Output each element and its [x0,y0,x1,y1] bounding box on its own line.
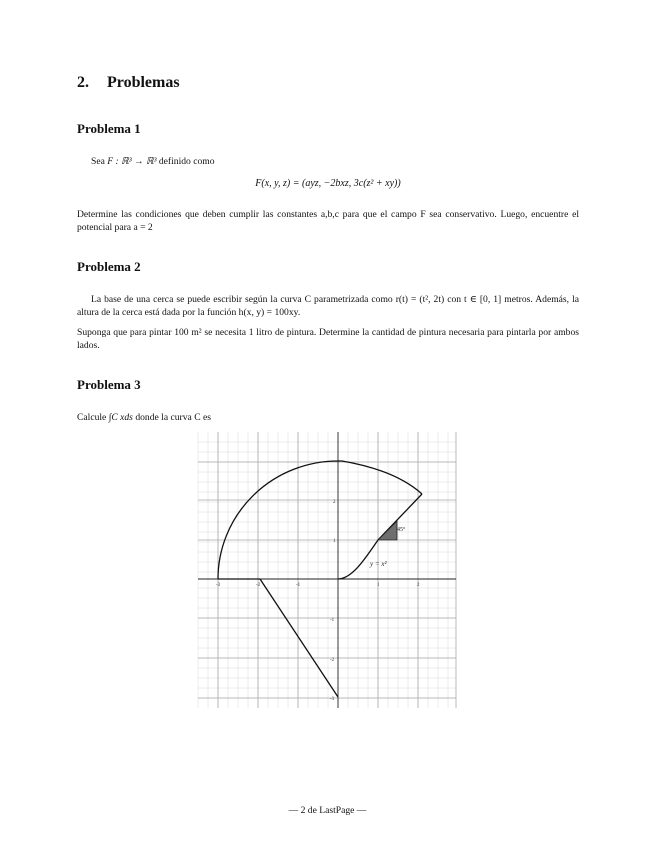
section-title: Problemas [107,74,180,91]
section-number: 2. [77,74,89,91]
tick-x-neg1: -1 [296,583,301,588]
problem-1-text: Determine las condiciones que deben cumplir las constantes a,b,c para que el campo F sea conservativo. Luego, encuentre el potencial para a = 2 [77,209,579,233]
tick-x-2: 2 [417,583,420,588]
problem-1-equation: F(x, y, z) = (ayz, −2bxz, 3c(z² + xy)) [255,178,401,189]
parabola-label: y = x² [370,560,387,568]
curve-arc [218,461,422,579]
problem-2-text-1: La base de una cerca se puede escribir según la curva C parametrizada como r(t) = (t², 2t) con t ∈ [0, 1] metros. Además, la altura de la cerca está dada por la función h(x, y) = 100xy. [77,294,579,318]
problem-1-intro: Sea F : ℝ³ → ℝ³ definido como [91,156,215,167]
figure-grid [198,432,456,708]
tick-y-1: 1 [333,539,336,544]
angle-label: 45° [397,527,406,533]
problem-2-title: Problema 2 [77,259,141,274]
problem-3-title: Problema 3 [77,377,141,392]
tick-x-neg2: -2 [256,583,261,588]
tick-x-1: 1 [377,583,380,588]
tick-y-neg1: -1 [330,618,335,623]
tick-y-neg2: -2 [330,658,335,663]
figure-axes [198,432,456,708]
problem-2-text-2: Suponga que para pintar 100 m² se necesita 1 litro de pintura. Determine la cantidad de pintura necesaria para pintarla por ambos lados. [77,327,579,351]
problem-3-integral: ∫C xds [108,412,133,423]
problem-1-intro-math: F : ℝ³ → ℝ³ [107,156,157,167]
problem-3-text: Calcule ∫C xds donde la curva C es [77,412,211,423]
page-footer: — 2 de LastPage — [288,805,367,816]
problem-1-title: Problema 1 [77,121,141,136]
tick-y-2: 2 [333,500,336,505]
angle-marker [378,521,397,540]
tick-y-neg3: -3 [330,697,335,702]
tick-x-neg3: -3 [216,583,221,588]
